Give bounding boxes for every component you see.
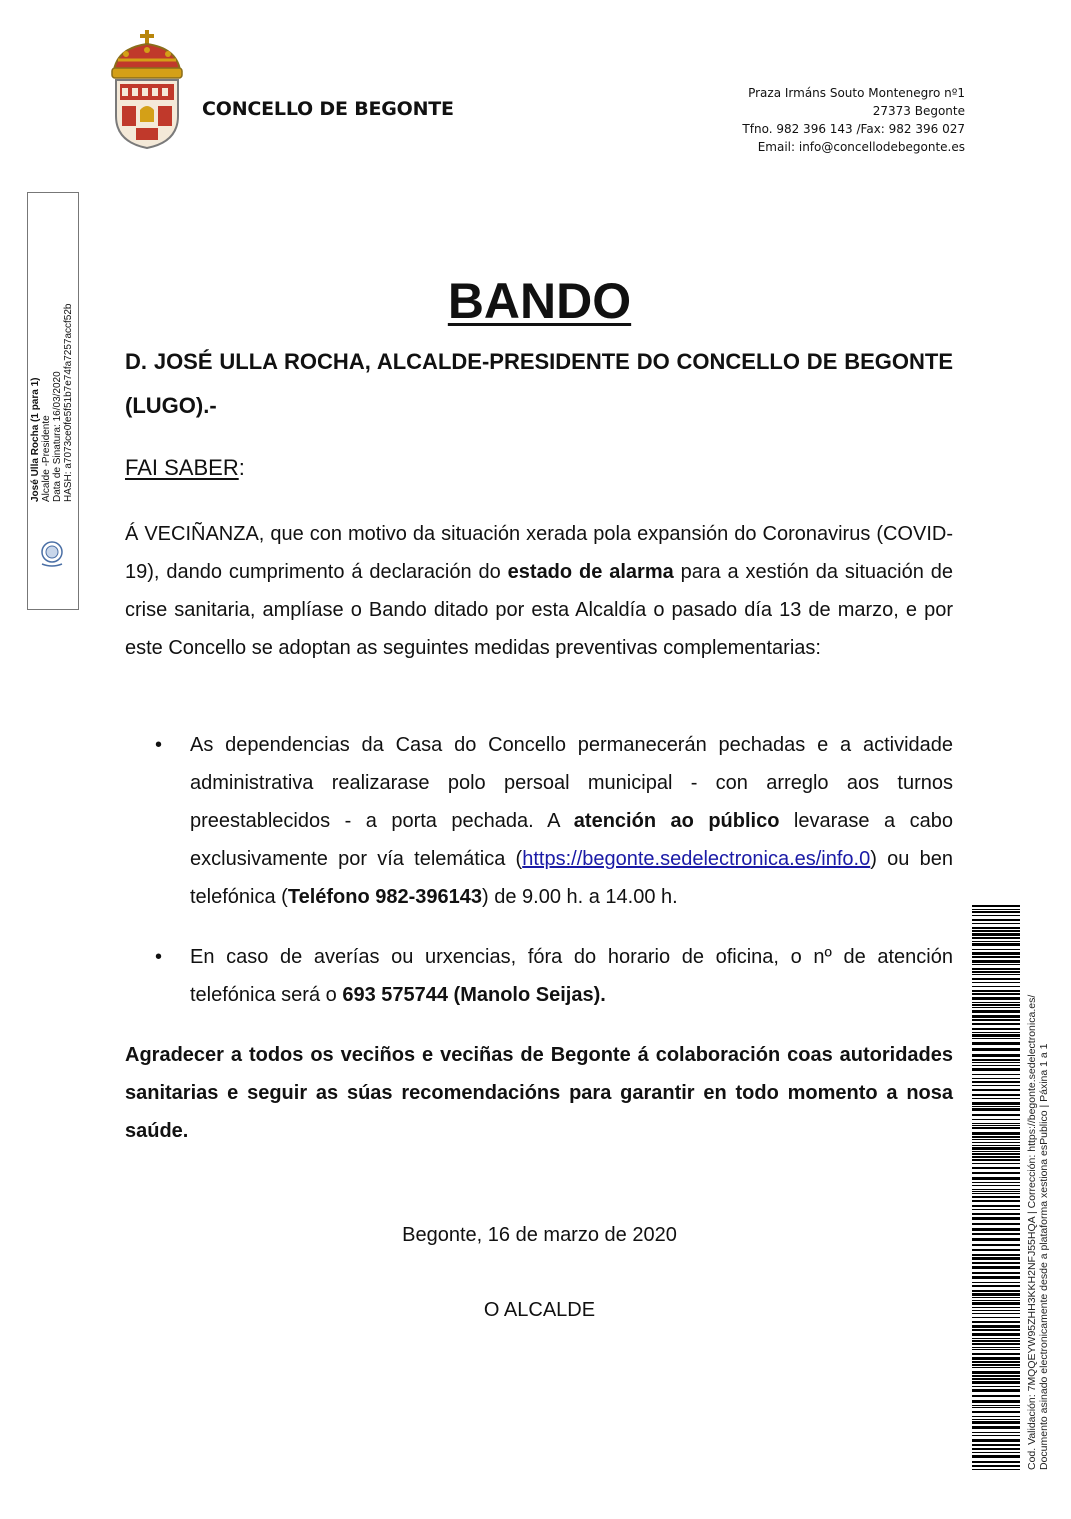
measures-list	[125, 726, 953, 1014]
intro-bold: estado de alarma	[507, 561, 674, 583]
barcode-bar	[972, 1282, 1020, 1283]
barcode-bar	[972, 1081, 1020, 1083]
barcode-bar	[972, 1421, 1020, 1424]
item-text: levarase a cabo exclusivamente por vía telemática (	[190, 810, 953, 870]
barcode-bar	[972, 1317, 1020, 1318]
barcode-bar	[972, 919, 1020, 921]
item-text: ) de 9.00 h. a 14.00 h.	[482, 886, 678, 908]
barcode-bar	[972, 1191, 1020, 1192]
barcode-bar	[972, 1411, 1020, 1413]
barcode-bar	[972, 1333, 1020, 1336]
barcode-bar	[972, 978, 1020, 980]
barcode-bar	[972, 1054, 1020, 1057]
barcode-bar	[972, 1136, 1020, 1138]
barcode-bar	[972, 1151, 1020, 1152]
announce-label: FAI SABER	[125, 455, 239, 480]
barcode-bar	[972, 1257, 1020, 1260]
barcode-bar	[972, 1461, 1020, 1463]
barcode-bar	[972, 1007, 1020, 1008]
barcode-bar	[972, 1419, 1020, 1420]
barcode-bar	[972, 1182, 1020, 1183]
barcode-bar	[972, 1147, 1020, 1150]
barcode-bar	[972, 1034, 1020, 1037]
barcode-bar	[972, 1400, 1020, 1403]
barcode-bar	[972, 1068, 1020, 1071]
barcode-bar	[972, 1145, 1020, 1146]
barcode-bar	[972, 937, 1020, 939]
document-title: BANDO	[447, 273, 632, 329]
barcode-bar	[972, 1019, 1020, 1021]
barcode-bar	[972, 1238, 1020, 1241]
signature-seal-icon	[36, 538, 68, 570]
barcode-bar	[972, 1367, 1020, 1368]
barcode-bar	[972, 1159, 1020, 1161]
barcode-bar	[972, 1254, 1020, 1256]
barcode-bar	[972, 1042, 1020, 1045]
item-text: En caso de averías ou urxencias, fóra do horario de oficina, o nº de atención telefónica será o	[190, 946, 953, 1006]
barcode-bar	[972, 1452, 1020, 1453]
barcode-bar	[972, 1213, 1020, 1215]
announce-line	[125, 455, 245, 481]
barcode-bar	[972, 1307, 1020, 1308]
barcode-bar	[972, 1357, 1020, 1360]
barcode-bar	[972, 1386, 1020, 1387]
barcode-bar	[972, 1094, 1020, 1096]
barcode-bar	[972, 1223, 1020, 1225]
intro-paragraph	[125, 515, 953, 667]
address-line: Praza Irmáns Souto Montenegro nº1	[748, 86, 965, 100]
bullet-icon: •	[155, 734, 163, 756]
barcode-bar	[972, 971, 1020, 973]
barcode-bar	[972, 1114, 1020, 1116]
barcode-bar	[972, 1108, 1020, 1111]
barcode-bar	[972, 1209, 1020, 1210]
list-item	[125, 726, 953, 916]
barcode-bar	[972, 1132, 1020, 1135]
barcode-bar	[972, 941, 1020, 942]
barcode-bar	[972, 905, 1020, 907]
barcode-bar	[972, 1340, 1020, 1342]
barcode-bar	[972, 1272, 1020, 1274]
barcode-bar	[972, 1395, 1020, 1397]
validation-text	[1026, 970, 1050, 1470]
validation-barcode	[972, 905, 1020, 1470]
barcode-bar	[972, 1435, 1020, 1436]
barcode-bar	[972, 1378, 1020, 1380]
barcode-bar	[972, 1262, 1020, 1264]
barcode-bar	[972, 1123, 1020, 1124]
barcode-bar	[972, 1469, 1020, 1470]
barcode-bar	[972, 943, 1020, 946]
barcode-bar	[972, 1010, 1020, 1013]
org-name: CONCELLO DE BEGONTE	[202, 98, 454, 120]
barcode-bar	[972, 1338, 1020, 1339]
barcode-bar	[972, 1347, 1020, 1348]
barcode-bar	[972, 1405, 1020, 1406]
barcode-bar	[972, 1364, 1020, 1366]
address-line: 27373 Begonte	[872, 104, 965, 118]
barcode-bar	[972, 1343, 1020, 1345]
barcode-bar	[972, 1300, 1020, 1301]
signer-name: José Ulla Rocha (1 para 1)	[30, 377, 41, 502]
barcode-bar	[972, 1302, 1020, 1305]
barcode-bar	[972, 990, 1020, 992]
barcode-bar	[972, 1038, 1020, 1039]
barcode-bar	[972, 927, 1020, 929]
list-item	[125, 938, 953, 1014]
document-date: Begonte, 16 de marzo de 2020	[402, 1224, 677, 1246]
announce-colon: :	[238, 455, 245, 480]
barcode-bar	[972, 1293, 1020, 1296]
item-text: As dependencias da Casa do Concello permanecerán pechadas e a actividade administrativa realizarase polo persoal municipal - con arreglo aos turnos preestablecidos - a porta pechada. A	[190, 734, 953, 832]
barcode-bar	[972, 1167, 1020, 1169]
barcode-bar	[972, 1465, 1020, 1467]
signature-date: Data de Sinatura: 16/03/2020	[52, 371, 63, 502]
barcode-bar	[972, 1078, 1020, 1079]
barcode-bar	[972, 1375, 1020, 1377]
barcode-bar	[972, 1448, 1020, 1450]
barcode-bar	[972, 1266, 1020, 1269]
barcode-bar	[972, 1119, 1020, 1120]
barcode-bar	[972, 964, 1020, 965]
barcode-bar	[972, 1349, 1020, 1350]
barcode-bar	[972, 1062, 1020, 1063]
item-bold: atención ao público	[573, 810, 780, 832]
barcode-bar	[972, 1185, 1020, 1186]
barcode-bar	[972, 915, 1020, 916]
barcode-bar	[972, 960, 1020, 963]
barcode-bar	[972, 1285, 1020, 1287]
barcode-bar	[972, 1432, 1020, 1433]
barcode-bar	[972, 1321, 1020, 1323]
thanks-paragraph: Agradecer a todos os veciños e veciñas de Begonte á colaboración coas autoridades sanitarias e seguir as súas recomendacións para garantir en todo momento a nosa saúde.	[125, 1044, 953, 1142]
address-line: Email: info@concellodebegonte.es	[757, 140, 965, 154]
barcode-bar	[972, 1310, 1020, 1311]
barcode-bar	[972, 1156, 1020, 1158]
barcode-bar	[972, 1139, 1020, 1140]
barcode-bar	[972, 1313, 1020, 1314]
barcode-bar	[972, 1200, 1020, 1202]
barcode-bar	[972, 1065, 1020, 1066]
barcode-bar	[972, 1290, 1020, 1292]
barcode-bar	[972, 1381, 1020, 1384]
barcode-bar	[972, 911, 1020, 913]
barcode-bar	[972, 956, 1020, 958]
barcode-bar	[972, 1106, 1020, 1107]
barcode-bar	[972, 1074, 1020, 1075]
barcode-bar	[972, 1276, 1020, 1279]
signature-text	[30, 202, 74, 502]
barcode-bar	[972, 1004, 1020, 1006]
barcode-bar	[972, 1455, 1020, 1458]
signature-hash: HASH: a7073ce0fe5f51b7e74fa7257accf52b	[63, 303, 74, 502]
barcode-bar	[972, 1389, 1020, 1392]
barcode-bar	[972, 952, 1020, 955]
barcode-bar	[972, 974, 1020, 975]
barcode-bar	[972, 1059, 1020, 1061]
barcode-bar	[972, 1002, 1020, 1003]
barcode-bar	[972, 949, 1020, 950]
intro-text: Á VECIÑANZA, que con motivo da situación xerada pola expansión do Coronavirus (COVID-19), dando cumprimento á declaración do	[125, 523, 953, 583]
barcode-bar	[972, 1439, 1020, 1442]
barcode-bar	[972, 1297, 1020, 1298]
barcode-bar	[972, 1023, 1020, 1025]
barcode-bar	[972, 1205, 1020, 1207]
barcode-bar	[972, 1407, 1020, 1408]
barcode-bar	[972, 1177, 1020, 1180]
barcode-bar	[972, 1015, 1020, 1018]
barcode-bar	[972, 1142, 1020, 1143]
barcode-bar	[972, 1193, 1020, 1194]
barcode-bar	[972, 1032, 1020, 1033]
validation-line: Cod. Validación: 7MQQEYW95ZHH3KKH2NFJ55HQA | Corrección: https://begonte.sedelectronica.es/	[1026, 994, 1038, 1470]
barcode-bar	[972, 1233, 1020, 1235]
barcode-bar	[972, 982, 1020, 983]
barcode-bar	[972, 1125, 1020, 1126]
barcode-bar	[972, 1416, 1020, 1417]
barcode-bar	[972, 986, 1020, 987]
item-bold: 693 575744 (Manolo Seijas).	[342, 984, 606, 1006]
validation-line: Documento asinado electronicamente desde a plataforma xestiona esPublico | Páxina 1 a 1	[1038, 1043, 1050, 1470]
barcode-bar	[972, 909, 1020, 910]
barcode-bar	[972, 1028, 1020, 1030]
barcode-bar	[972, 1249, 1020, 1251]
barcode-bar	[972, 1217, 1020, 1220]
municipal-crest-logo	[108, 30, 186, 150]
barcode-bar	[972, 1098, 1020, 1099]
barcode-bar	[972, 1228, 1020, 1231]
signer-title: O ALCALDE	[483, 1299, 596, 1321]
barcode-bar	[972, 1153, 1020, 1155]
item-bold: Teléfono 982-396143	[287, 886, 483, 908]
barcode-bar	[972, 1127, 1020, 1129]
sede-link[interactable]: https://begonte.sedelectronica.es/info.0	[522, 848, 871, 870]
address-line: Tfno. 982 396 143 /Fax: 982 396 027	[742, 122, 965, 136]
barcode-bar	[972, 1172, 1020, 1174]
barcode-bar	[972, 930, 1020, 932]
barcode-bar	[972, 1426, 1020, 1429]
barcode-bar	[972, 968, 1020, 970]
barcode-bar	[972, 1325, 1020, 1328]
barcode-bar	[972, 1196, 1020, 1198]
barcode-bar	[972, 923, 1020, 924]
barcode-bar	[972, 1189, 1020, 1190]
document-heading: D. JOSÉ ULLA ROCHA, ALCALDE-PRESIDENTE DO CONCELLO DE BEGONTE (LUGO).-	[125, 349, 953, 418]
barcode-bar	[972, 1102, 1020, 1105]
barcode-bar	[972, 933, 1020, 936]
signer-role: Alcalde -Presidente	[41, 415, 52, 502]
barcode-bar	[972, 1444, 1020, 1446]
barcode-bar	[972, 1371, 1020, 1374]
barcode-bar	[972, 997, 1020, 1000]
barcode-bar	[972, 1048, 1020, 1051]
bullet-icon: •	[155, 946, 163, 968]
org-address	[742, 84, 965, 156]
barcode-bar	[972, 1163, 1020, 1164]
item-text: ) ou ben telefónica (	[190, 848, 953, 908]
barcode-bar	[972, 993, 1020, 995]
barcode-bar	[972, 1329, 1020, 1331]
barcode-bar	[972, 1085, 1020, 1086]
intro-text: para a xestión da situación de crise sanitaria, amplíase o Bando ditado por esta Alcaldía o pasado día 13 de marzo, e por este Concello se adoptan as seguintes medidas preventivas complementarias:	[125, 561, 953, 659]
barcode-bar	[972, 1244, 1020, 1246]
barcode-bar	[972, 1361, 1020, 1363]
barcode-bar	[972, 1353, 1020, 1355]
barcode-bar	[972, 1089, 1020, 1091]
